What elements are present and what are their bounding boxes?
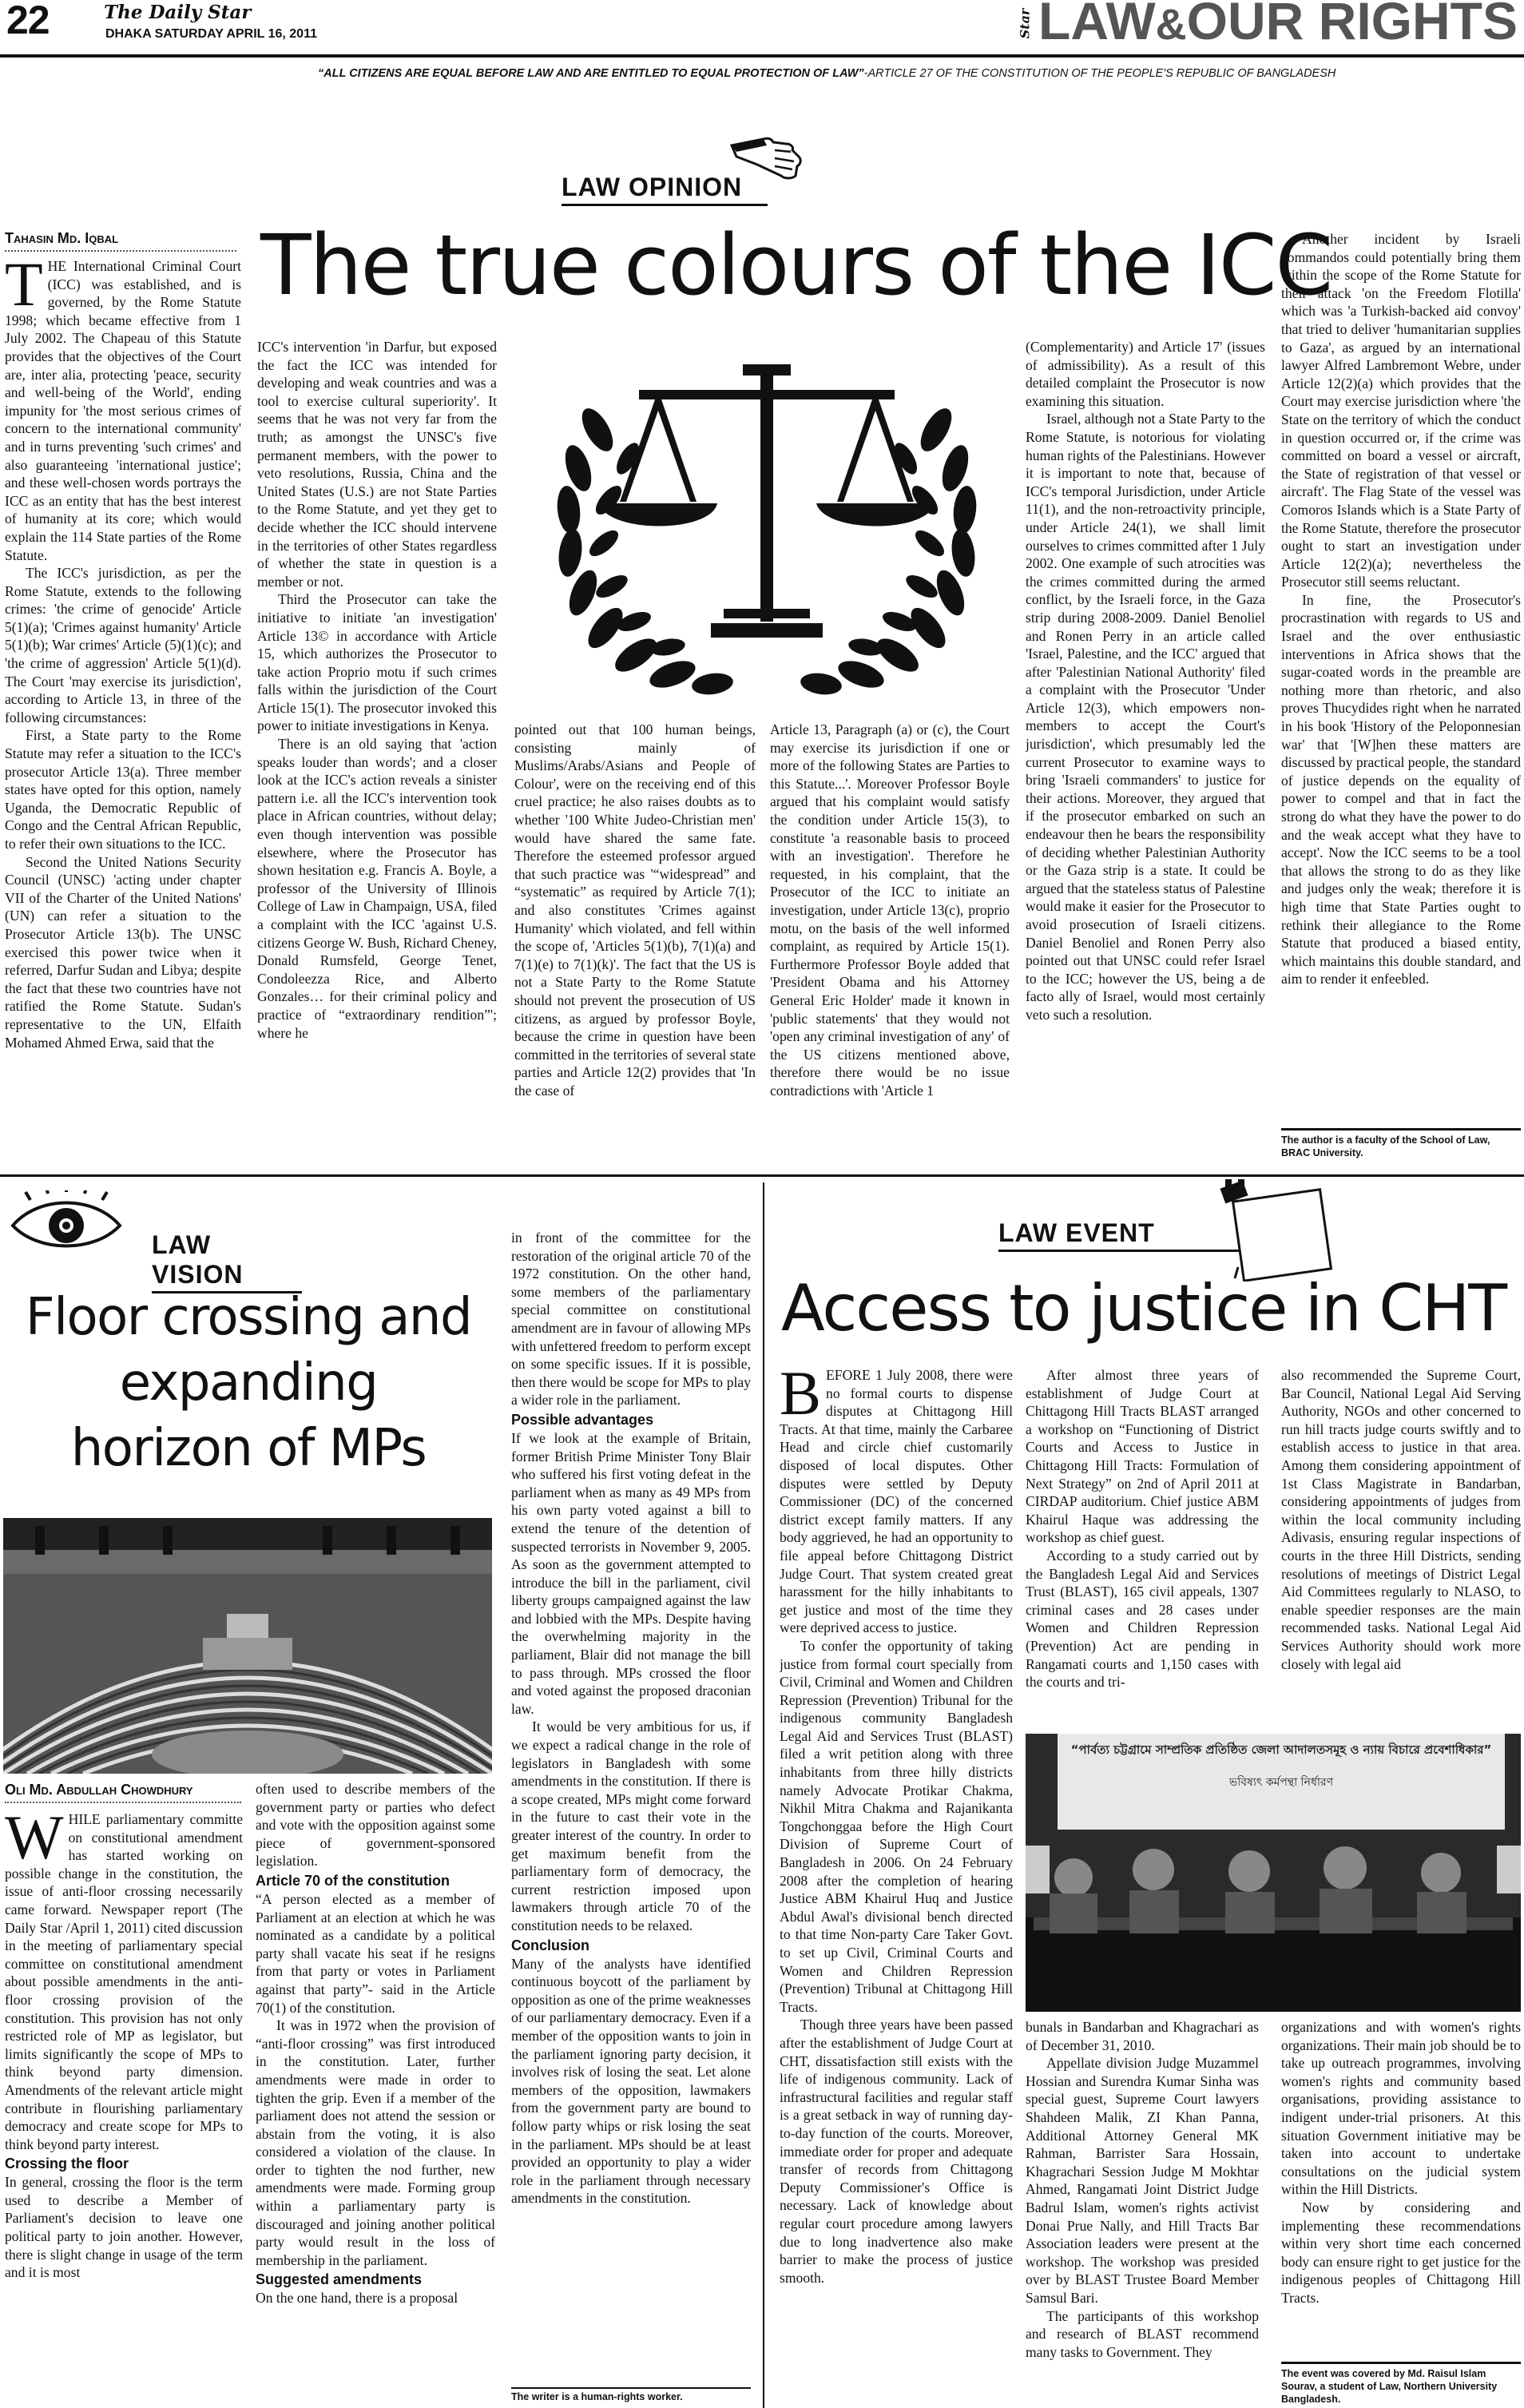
motto-source: -ARTICLE 27 OF THE CONSTITUTION OF THE PEOPLE'S REPUBLIC OF BANGLADESH <box>863 67 1336 80</box>
column-divider <box>763 1182 764 2408</box>
paragraph: Many of the analysts have identified continuous boycott of the parliament by opposition as one of the prime weaknesses of our parliamentary democracy. Even if a member of the opposition wants to join in the parliament ignoring party decision, it involves risk of losing the seat. Let alone members of the opposition, lawmakers from the government party are bound to follow party whips or risk losing the seat in the parliament. MPs should be at least provided an opportunity to play a wider role in the parliament through necessary amendments in the constitution. <box>511 1955 751 2207</box>
paragraph: (Complementarity) and Article 17' (issues of admissibility). As a result of this detailed complaint the Prosecutor is now examining this situation. <box>1026 339 1265 409</box>
subhead: Crossing the floor <box>5 2156 129 2172</box>
subhead: Possible advantages <box>511 1411 654 1428</box>
drop-cap: T <box>5 257 43 319</box>
section-title-law: LAW <box>1038 0 1156 50</box>
paragraph: After almost three years of establishment of Judge Court at Chittagong Hill Tracts BLAST arranged a workshop on “Functioning of District Courts and Access to Justice in Chittagong Hill Tracts: Formulation of Next Strategy” on 2nd of April 2011 at CIRDAP auditorium. Chief justice ABM Khairul Haque was addressing the workshop as chief guest. <box>1026 1367 1259 1546</box>
page-number: 22 <box>6 0 50 42</box>
paragraph: It would be very ambitious for us, if we expect a radical change in the role of legislators in Bangladesh with some amendments in the constitution. If there is a scope created, MPs might come forward in the future to cast their vote in the greater interest of the country. In order to get maximum benefit from the parliamentary form of democracy, the current restriction imposed upon lawmakers through article 70 of the constitution needs to be relaxed. <box>511 1719 751 1933</box>
cht-column-3-bottom <box>1281 2018 1521 2354</box>
cover-note: The event was covered by Md. Raisul Islam Sourav, a student of Law, Northern University Bangladesh. <box>1281 2362 1521 2406</box>
notepad-icon <box>1214 1178 1334 1281</box>
paragraph: bunals in Bandarban and Khagrachari as of December 31, 2010. <box>1026 2019 1259 2053</box>
icc-column-6 <box>1281 230 1521 1123</box>
paragraph: The participants of this workshop and research of BLAST recommend many tasks to Government. They <box>1026 2307 1259 2360</box>
paragraph: HILE parliamentary committe on constitutional amendment has started working on possible change in the constitution, the issue of anti-floor crossing necessarily came forward. Newspaper report (The Daily Star /April 1, 2011) cited discussion in the meeting of parliamentary special committee on constitutional amendment about possible amendments in the anti-floor crossing provision of the constitution. This provision has not only restricted role of MP as legislator, but limits significantly the scope of MPs to think beyond party dimension. Amendments of the relevant article might contribute in flourishing parliamentary democracy and create scope for MPs to think beyond party interest. <box>5 1811 243 2152</box>
paper-name: The Daily Star <box>104 2 252 23</box>
paragraph: It was in 1972 when the provision of “anti-floor crossing” was first introduced in the constitution. Later, further amendments were made in order to tighten the grip. Even if a member of the parliament does not attend the session or abstain from the voting, it is also considered a violation of the clause. In order to tighten the nod further, new amendments were made. Forming group within a parliamentary party is discouraged and joining another political party would result in the loss of membership in the parliament. <box>256 2017 495 2268</box>
author-note: The author is a faculty of the School of Law, BRAC University. <box>1281 1128 1521 1159</box>
paragraph: pointed out that 100 human beings, consisting mainly of Muslims/Arabs/Asians and People of Colour', were on the receiving end of this cruel practice; he also raises doubts as to whether '100 White Judeo-Christian men' would have shared the same fate. Therefore the esteemed professor argued that such practice was '“widespread” and “systematic” as required by Article 7(1); and also constitutes 'Crimes against Humanity' which violated, and fell within the scope of, 'Articles 5(1)(b), 7(1)(a) and 7(1)(e) to 7(1)(k)'. The fact that the US is not a State Party to the Rome Statute should not prevent the prosecution of US citizens, as argued by professor Boyle, because the crime in question have been committed in the territories of several state parties and Article 12(2) provides that 'In the case of <box>514 721 756 1099</box>
masthead-rule <box>0 54 1524 58</box>
icc-column-4 <box>770 721 1010 1164</box>
floor-byline: Oli Md. Abdullah Chowdhury <box>5 1782 241 1803</box>
paragraph: “A person elected as a member of Parliament at an election at which he was nominated as a candidate by a political party shall vacate his seat if he resigns from that party or votes in Parliament against that party”- said in the Article 70(1) of the constitution. <box>256 1890 495 2016</box>
section-title-rights: OUR RIGHTS <box>1186 0 1518 50</box>
paragraph: The ICC's jurisdiction, as per the Rome Statute, extends to the following crimes: 'the crime of genocide' Article 5(1)(a); 'Crimes against humanity' Article 5(1)(b); War crimes' Article (5)(1)(c); and 'the crime of aggression' Article 5(1)(d). The Court 'may exercise its jurisdiction', according to Article 13, in three of the following circumstances: <box>5 565 241 725</box>
drop-cap: B <box>780 1366 822 1428</box>
scales-of-justice-emblem <box>527 334 1006 709</box>
motto-quote: “ALL CITIZENS ARE EQUAL BEFORE LAW AND ARE ENTITLED TO EQUAL PROTECTION OF LAW” <box>318 67 864 80</box>
paragraph: Second the United Nations Security Council (UNSC) 'acting under chapter VII of the Charter of the United Nations' (UN) can refer a situation to the Prosecutor Article 13(b). The UNSC exercised this power twice when it referred, Darfur Sudan and Libya; despite the fact that these two countries have not ratified the Rome Statute. Sudan's representative to the UN, Elfaith Mohamed Ahmed Erwa, said that the <box>5 853 241 1051</box>
icc-byline: Tahasin Md. Iqbal <box>5 230 236 252</box>
banner-line-1: “পার্বত্য চট্টগ্রামে সাম্প্রতিক প্রতিষ্ঠিত জেলা আদালতসমূহ ও ন্যায় বিচারে প্রবেশাধিকার” <box>1070 1742 1492 1757</box>
paragraph: Another incident by Israeli commandos could potentially bring them within the scope of the Rome Statute for their attack 'on the Freedom Flotilla' which was 'a Turkish-backed aid convoy' that tried to deliver 'humanitarian supplies to Gaza', as argued by an international lawyer Alfred Lambremont Webre, under Article 12(2)(a) which provides that the Court may exercise jurisdiction where 'the State on the territory of which the conduct in question occurred or, if the crime was committed on board a vessel or aircraft, the State of registration of that vessel or aircraft'. The Flag State of the vessel was Comoros Islands which is a State Party of the Rome Statute, therefore the prosecutor ought to start an investigation under Article 12(2)(a); nevertheless the Prosecutor still seems reluctant. <box>1281 231 1521 590</box>
law-opinion-kicker: LAW OPINION <box>562 173 768 206</box>
paragraph: often used to describe members of the government party or parties who defect and vote with the opposition against some piece of government-sponsored legislation. <box>256 1781 495 1870</box>
subhead: Article 70 of the constitution <box>256 1872 450 1889</box>
headline-line: Floor crossing and <box>25 1288 472 1347</box>
cht-headline: Access to justice in CHT <box>781 1271 1506 1345</box>
paragraph: Article 13, Paragraph (a) or (c), the Court may exercise its jurisdiction if one or more of the following States are Parties to this Statute...'. Moreover Professor Boyle argued that his complaint would satisfy the condition under Article 15(3), to constitute 'a reasonable basis to proceed with an investigation'. Therefore he requested, in his complaint, that the Prosecutor of the ICC to initiate an investigation, under Article 13(c), proprio motu, on the basis of the well informed complaint, as required by Article 15(1). Furthermore Professor Boyle added that 'President Obama and his Attorney General Eric Holder' made it known in 'public statements' that they would not 'open any criminal investigation of any' of the US citizens mentioned above, therefore there would be no issue contradictions with 'Article 1 <box>770 721 1010 1099</box>
paragraph: Israel, although not a State Party to the Rome Statute, is notorious for violating human rights of the Palestinians. However it is important to note that, because of ICC's temporal Jurisdiction, under Article 11(1), and the non-retroactivity principle, under Article 24(1), we shall limit ourselves to crimes committed after 1 July 2002. One example of such atrocities was the crimes committed during the armed conflict, by the Israeli force, in the Gaza strip during 2008-2009. Daniel Benoliel and Ronen Perry in an article called 'Israel, Palestine, and the ICC' argued that after 'Palestinian National Authority' filed a complaint with the Prosecutor 'Under Article 12(3), which empowers non-members to accept the Court's jurisdiction', which presumably led the current Prosecutor to examine ways to bring 'Israeli commanders' to justice for their actions. Moreover, they argued that if the prosecutor embarked on such an endeavour then he bears the responsibility of deciding whether Palestinian Authority or the Gaza strip is a state. It could be argued that the stateless status of Palestine would make it easier for the Prosecutor to avoid prosecution of Israeli citizens. Daniel Benoliel and Ronen Perry also pointed out that UNSC could refer Israel to the ICC; however the US, being a de facto ally of Israel, would most certainly veto such a resolution. <box>1026 411 1265 1023</box>
eye-icon <box>6 1190 126 1254</box>
subhead: Suggested amendments <box>256 2271 423 2288</box>
motto <box>318 67 1335 80</box>
floor-column-1 <box>5 1810 243 2400</box>
cht-column-2-top <box>1026 1366 1259 1729</box>
section-divider <box>0 1174 1524 1177</box>
star-logo: Star <box>1017 8 1033 39</box>
paragraph: Though three years have been passed after the establishment of Judge Court at CHT, dissatisfaction still exists with the life of indigenous community. Lack of infrastructural facilities and regular staff is a great setback in way of running day-to-day function of the courts. Moreover, immediate order for proper and adequate transfer of records from Chittagong Deputy Commissioner's Office is necessary. Lack of knowledge about regular court procedure among lawyers due to long inadvertence also make barrier to make the process of justice smooth. <box>780 2017 1013 2286</box>
paragraph: There is an old saying that 'action speaks louder than words'; and a closer look at the ICC's action reveals a sinister pattern i.e. all the ICC's intervention took place in African countries, without delay; even though intervention was possible elsewhere, where the Prosecutor has shown hesitation e.g. Francis A. Boyle, a professor of the University of Illinois College of Law in Champaign, USA, filed a complaint with the ICC 'against U.S. citizens George W. Bush, Richard Cheney, Donald Rumsfeld, George Tenet, Condoleezza Rice, and Alberto Gonzales… for their criminal policy and practice of “extraordinary rendition”'; where he <box>257 736 497 1041</box>
icc-column-5 <box>1026 338 1265 1164</box>
drop-cap: W <box>5 1810 64 1872</box>
paragraph: In fine, the Prosecutor's procrastination with regards to US and Israel and the over enthusiastic interventions in Africa shows that the sugar-coated words in the preamble are nothing more than rhetoric, and also proves Thucydides right when he narrated in his book 'History of the Peloponnesian war' that '[W]hen these matters are discussed by practical people, the standard of justice depends on the equality of power to compel and that in fact the strong do what they have the power to do and the weak accept what they have to accept'. Now the ICC seems to be a tool that allows the strong to do as they like and judges only the weak; therefore it is high time that State Parties ought to rethink their allegiance to the Rome Statute that produced a biased entity, which maintains this double standard, and aim to render it enfeebled. <box>1281 591 1521 987</box>
parliament-photo <box>3 1518 492 1774</box>
subhead: Conclusion <box>511 1937 589 1953</box>
icc-headline: The true colours of the ICC <box>260 217 1332 314</box>
law-event-kicker: LAW EVENT <box>998 1218 1294 1252</box>
icc-column-1 <box>5 257 241 1163</box>
paragraph: In general, crossing the floor is the term used to describe a Member of Parliament's decision to leave one political party to join another. However, there is slight change in usage of the term and it is most <box>5 2174 243 2281</box>
dateline: DHAKA SATURDAY APRIL 16, 2011 <box>105 27 317 41</box>
icc-column-3 <box>514 721 756 1164</box>
paragraph: in front of the committee for the restoration of the original article 70 of the 1972 constitution. On the other hand, some members of the parliamentary special committee on constitutional amendment are in favour of allowing MPs with unfettered freedom to perform except on some specific issues. If it is possible, then there would be scope for MPs to play a wider role in the parliament. <box>511 1230 751 1409</box>
law-vision-kicker: LAW VISION <box>152 1230 302 1293</box>
banner-line-2: ভবিষ্যৎ কর্মপন্থা নির্ধারণ <box>1228 1776 1334 1789</box>
paragraph: If we look at the example of Britain, former British Prime Minister Tony Blair who suffered his first voting defeat in the parliament when as many as 49 MPs from his own party voted against a bill to extend the tenure of the detention of suspected terrorists in November 9, 2005. As soon as the government attempted to introduce the bill in the parliament, civil liberty groups campaigned against the law and lobbied with the MPs. Despite having the overwhelming majority in the parliament, Blair did not manage the bill to pass through. MPs crossed the floor and voted against the proposed draconian law. <box>511 1429 751 1717</box>
writer-note: The writer is a human-rights worker. <box>511 2387 751 2403</box>
headline-line: expanding <box>119 1353 378 1413</box>
paragraph: also recommended the Supreme Court, Bar Council, National Legal Aid Serving Authority, NGOs and other concerned to run hill tracts judge courts swiftly and to establish access to justice in that area. Among them considering appointment of 1st Class Magistrate in Bandarban, considering appointments of judges from within the local community including Adivasis, ensuring regular inspections of courts in the three Hill Districts, sending resolutions of meetings of District Legal Aid Committees regularly to NLASO, to enable speedier responses are the main recommended tasks. National Legal Aid Services Authority should work more closely with legal aid <box>1281 1367 1521 1672</box>
cht-column-3-top <box>1281 1366 1521 1729</box>
paragraph: Appellate division Judge Muzammel Hossian and Surendra Kumar Sinha was special guest, Supreme Court lawyers Shahdeen Malik, ZI Khan Panna, Additional Attorney General MK Rahman, Barrister Sara Hossain, Khagrachari Session Judge M Mokhtar Ahmed, Rangamati Joint District Judge Badrul Islam, women's rights activist Donai Prue Nally, and Hill Tracts Bar Association leaders were present at the workshop. The workshop was presided over by BLAST Trustee Board Member Samsul Bari. <box>1026 2055 1259 2306</box>
paragraph: HE International Criminal Court (ICC) was established, and is governed, by the Rome Statute 1998; which became effective from 1 July 2002. The Chapeau of this Statute provides that the objectives of the Court are, inter alia, protecting 'peace, security and well-being of the World', ending impunity for 'the most serious crimes of concern to the international community' and in turns preventing 'such crimes' and also guaranteeing 'international justice'; and these well-chosen words portrays the ICC as an entity that has the best interest of humanity at its core; which would explain the 114 State parties of the Rome Statute. <box>5 258 241 563</box>
cht-column-2-bottom <box>1026 2018 1259 2402</box>
paragraph: Now by considering and implementing these recommendations within very short time each concerned body can ensure right to get justice for the indigenous peoples of Chittagong Hill Tracts. <box>1281 2199 1521 2306</box>
parliament-chamber-image <box>3 1518 492 1774</box>
paragraph: ICC's intervention 'in Darfur, but exposed the fact the ICC was intended for developing and weak countries and was a tool to exercise cultural superiority'. It seems that he was not very far from the truth; as amongst the UNSC's five permanent members, with the power to veto resolutions, Russia, China and the United States (U.S.) are not State Parties to the Rome Statute, and yet they get to decide whether the ICC should intervene in the territories of other States regardless of whether the state in question is a member or not. <box>257 339 497 590</box>
headline-line: horizon of MPs <box>70 1419 427 1478</box>
section-title <box>1010 0 1518 51</box>
paragraph: organizations and with women's rights organizations. Their main job should be to take up outreach programmes, involving women's rights and community based organisations, providing assistance to indigent under-trial prisoners. At this situation Government initiative may be taken into account to undertake consultations on the judicial system within the Hill Districts. <box>1281 2019 1521 2198</box>
paragraph: On the one hand, there is a proposal <box>256 2290 458 2307</box>
paragraph: According to a study carried out by the Bangladesh Legal Aid and Services Trust (BLAST), 165 civil appeals, 1307 criminal cases and 28 cases under Women and Children Repression (Prevention) Act are pending in Rangamati courts and 1,150 cases with the courts and tri- <box>1026 1547 1259 1691</box>
paragraph: EFORE 1 July 2008, there were no formal courts to dispense disputes at Chittagong Hill Tracts. At that time, mainly the Carbaree Head and circle chief customarily disposed of local disputes. Other disputes were settled by Deputy Commissioner (DC) of the concerned district except family matters. If any body aggrieved, he had an opportunity to file appeal before Chittagong District Judge Court. That system created great harassment for the hilly inhabitants to get justice and most of the time they were deprived access to justice. <box>780 1367 1013 1636</box>
icc-column-2 <box>257 338 497 1164</box>
floor-column-2 <box>256 1780 495 2400</box>
paragraph: Third the Prosecutor can take the initiative to initiate 'an investigation' Article 13© in accordance with Article 15, which authorizes the Prosecutor to take action Proprio motu if such crimes falls within the jurisdiction of the Court Article 15(1). The prosecutor invoked this power to initiate investigations in Kenya. <box>257 591 497 734</box>
paragraph: First, a State party to the Rome Statute may refer a situation to the ICC's prosecutor Article 13(a). Three member states have opted for this option, namely Uganda, the Democratic Republic of Congo and the Central African Republic, to refer their own situations to the ICC. <box>5 727 241 852</box>
floor-column-3 <box>511 1229 751 2387</box>
section-title-amp: & <box>1155 1 1187 49</box>
paragraph: To confer the opportunity of taking justice from formal court specially from Civil, Criminal and Women and Children Repression (Prevention) Tribunal for the indigenous community Bangladesh Legal Aid and Services Trust (BLAST) filed a writ petition along with three inhabitants from three hilly districts namely Advocate Protikar Chakma, Nikhil Mitra Chakma and Rajanikanta Tongchonggaa before the High Court Division of Supreme Court of Bangladesh in 2006. On 24 February 2008 after the completion of hearing Justice ABM Khairul Huq and Justice Abdul Awal's divisional bench directed to that time Non-party Care Taker Govt. to set up Civil, Criminal Courts and Women and Children Repression (Prevention) Tribunal at Chittagong Hill Tracts. <box>780 1637 1013 2015</box>
cht-column-1 <box>780 1366 1013 2403</box>
floor-headline <box>5 1285 492 1481</box>
workshop-photo <box>1026 1734 1521 2012</box>
